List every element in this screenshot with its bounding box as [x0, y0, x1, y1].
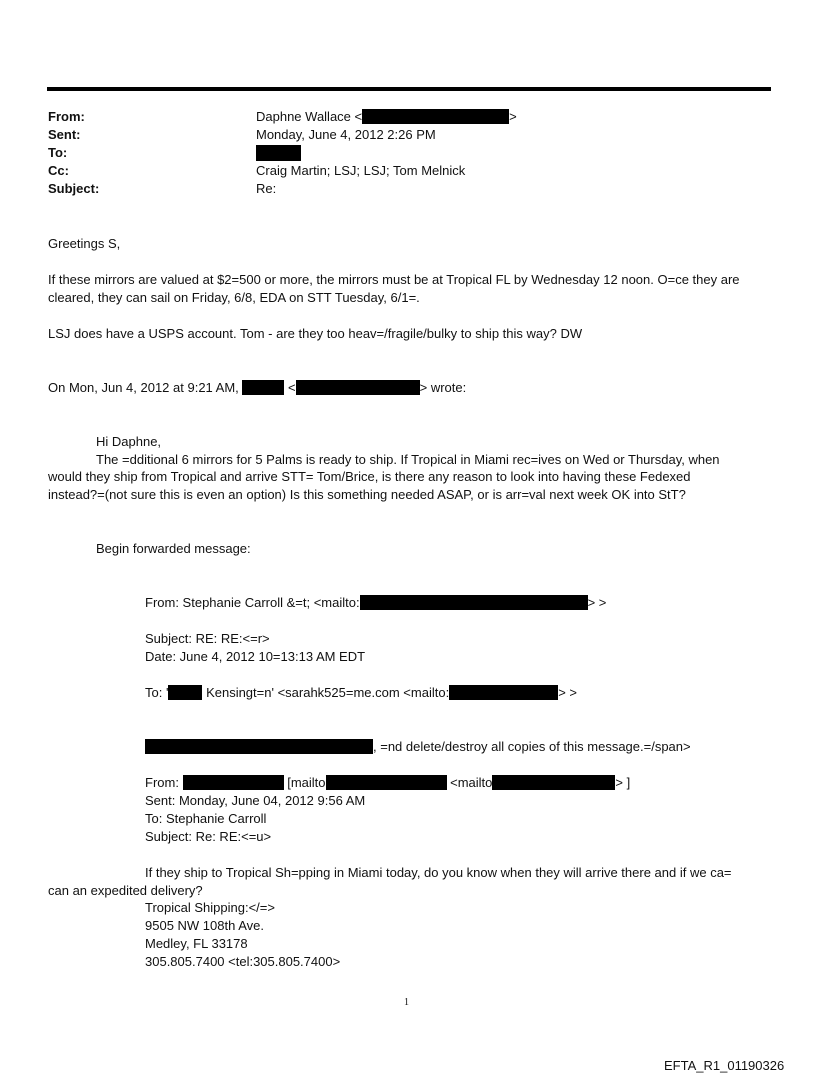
forwarded-from	[145, 595, 606, 611]
disclaimer-text: , =nd delete/destroy all copies of this message.=/span>	[373, 739, 691, 754]
redaction-box	[145, 739, 373, 754]
redaction-box	[256, 145, 301, 161]
quoted-line-1: The =dditional 6 mirrors for 5 Palms is ready to ship. If Tropical in Miami rec=ives on Wed or Thursday, when	[96, 452, 720, 467]
quoted-greeting: Hi Daphne,	[96, 434, 162, 449]
reply-sent: Sent: Monday, June 04, 2012 9:56 AM	[145, 793, 366, 808]
cc-label: Cc:	[48, 163, 69, 178]
paragraph-2: LSJ does have a USPS account. Tom - are they too heav=/fragile/bulky to ship this way? DW	[48, 326, 583, 341]
reply-to: To: Stephanie Carroll	[145, 811, 267, 826]
forwarded-from-text: From: Stephanie Carroll &=t; <mailto:	[145, 595, 360, 610]
sent-label: Sent:	[48, 127, 81, 142]
forwarded-to-middle: Kensingt=n' <sarahk525=me.com <mailto:	[206, 685, 450, 700]
from-value	[256, 109, 517, 125]
quoted-line-3: instead?=(not sure this is even an option) Is this something needed ASAP, or is arr=val next week OK into StT?	[48, 487, 686, 502]
from-label: From:	[48, 109, 85, 124]
redaction-box	[168, 685, 202, 700]
forwarded-to-start: To: '	[145, 685, 169, 700]
reply-from-mailto: [mailto	[287, 775, 326, 790]
redaction-box	[362, 109, 509, 124]
reply-subject: Subject: Re: RE:<=u>	[145, 829, 272, 844]
forwarded-from-end: > >	[587, 595, 607, 610]
document-id: EFTA_R1_01190326	[664, 1058, 785, 1073]
reply-from-end: > ]	[615, 775, 631, 790]
redaction-box	[492, 775, 615, 790]
paragraph-1-line-1: If these mirrors are valued at $2=500 or more, the mirrors must be at Tropical FL by Wednesday 12 noon. O=ce they are	[48, 272, 740, 287]
header-rule	[47, 87, 771, 91]
forwarded-to-end: > >	[558, 685, 577, 700]
disclaimer-line	[145, 739, 691, 755]
ship-line-1: If they ship to Tropical Sh=pping in Miami today, do you know when they will arrive there and if we ca=	[145, 865, 732, 880]
quote-intro-bracket: <	[288, 380, 296, 395]
page-number: 1	[404, 997, 409, 1008]
to-value	[256, 145, 301, 163]
redaction-box	[242, 380, 284, 395]
cc-value: Craig Martin; LSJ; LSJ; Tom Melnick	[256, 163, 466, 178]
forwarded-to	[145, 685, 577, 701]
quote-intro	[48, 380, 466, 396]
redaction-box	[183, 775, 284, 790]
greeting: Greetings S,	[48, 236, 121, 251]
address-line-1: Tropical Shipping:</=>	[145, 900, 275, 915]
reply-from	[145, 775, 630, 791]
forwarded-date: Date: June 4, 2012 10=13:13 AM EDT	[145, 649, 366, 664]
address-line-4: 305.805.7400 <tel:305.805.7400>	[145, 954, 341, 969]
begin-forwarded: Begin forwarded message:	[96, 541, 251, 556]
redaction-box	[296, 380, 420, 395]
ship-line-2: can an expedited delivery?	[48, 883, 203, 898]
reply-from-label: From:	[145, 775, 179, 790]
sent-value: Monday, June 4, 2012 2:26 PM	[256, 127, 436, 142]
subject-value: Re:	[256, 181, 277, 196]
address-line-2: 9505 NW 108th Ave.	[145, 918, 265, 933]
address-line-3: Medley, FL 33178	[145, 936, 248, 951]
quote-intro-date: On Mon, Jun 4, 2012 at 9:21 AM,	[48, 380, 239, 395]
to-label: To:	[48, 145, 68, 160]
forwarded-subject: Subject: RE: RE:<=r>	[145, 631, 270, 646]
quote-intro-wrote: > wrote:	[419, 380, 467, 395]
paragraph-1-line-2: cleared, they can sail on Friday, 6/8, EDA on STT Tuesday, 6/1=.	[48, 290, 420, 305]
redaction-box	[360, 595, 588, 610]
quoted-line-2: would they ship from Tropical and arrive STT= Tom/Brice, is there any reason to look into having these Fedexed	[48, 469, 691, 484]
from-value-end: >	[509, 109, 517, 124]
reply-from-mailto-2: <mailto	[450, 775, 493, 790]
from-value-text: Daphne Wallace <	[256, 109, 363, 124]
redaction-box	[326, 775, 447, 790]
redaction-box	[449, 685, 558, 700]
subject-label: Subject:	[48, 181, 100, 196]
